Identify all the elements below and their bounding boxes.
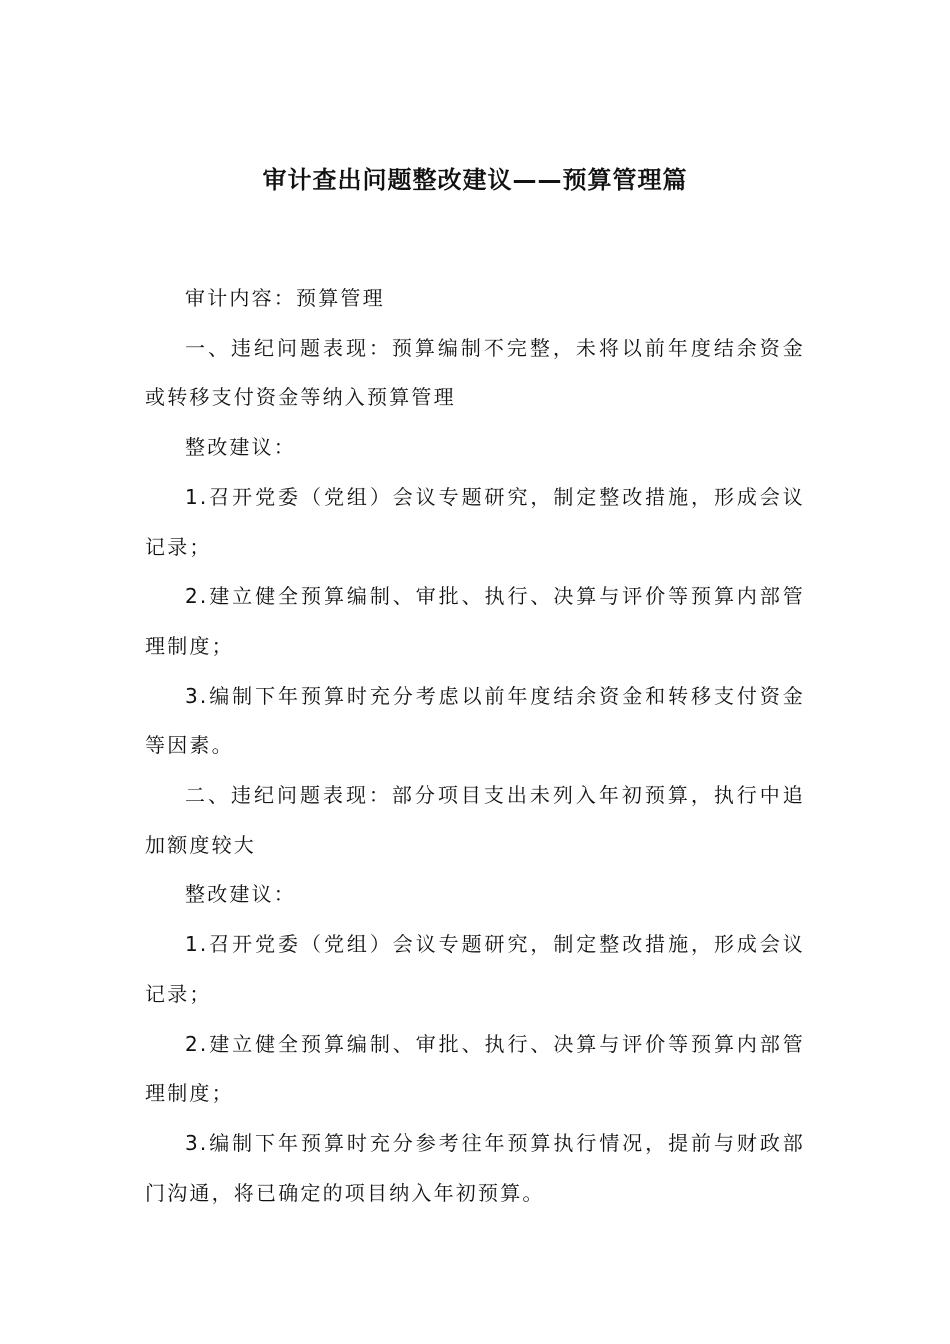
paragraph-suggestion-heading-2: 整改建议： bbox=[185, 882, 296, 907]
paragraph-suggestion-1-3: 3.编制下年预算时充分考虑以前年度结余资金和转移支付资金等因素。 bbox=[145, 683, 805, 758]
paragraph-audit-content: 审计内容：预算管理 bbox=[185, 286, 385, 310]
paragraph-suggestion-2-1: 1.召开党委（党组）会议专题研究，制定整改措施，形成会议记录； bbox=[145, 932, 805, 1006]
document-title: 审计查出问题整改建议——预算管理篇 bbox=[262, 166, 688, 194]
paragraph-suggestion-2-3: 3.编制下年预算时充分参考往年预算执行情况，提前与财政部门沟通，将已确定的项目纳入年初预算。 bbox=[145, 1130, 805, 1205]
paragraph-issue-2: 二、违纪问题表现：部分项目支出未列入年初预算，执行中追加额度较大 bbox=[145, 783, 805, 857]
paragraph-suggestion-1-2: 2.建立健全预算编制、审批、执行、决算与评价等预算内部管理制度； bbox=[145, 584, 805, 658]
paragraph-suggestion-heading-1: 整改建议： bbox=[185, 435, 296, 460]
paragraph-suggestion-1-1: 1.召开党委（党组）会议专题研究，制定整改措施，形成会议记录； bbox=[145, 484, 805, 559]
document-body bbox=[145, 274, 805, 1218]
paragraph-suggestion-2-2: 2.建立健全预算编制、审批、执行、决算与评价等预算内部管理制度； bbox=[145, 1031, 805, 1106]
paragraph-issue-1: 一、违纪问题表现：预算编制不完整，未将以前年度结余资金或转移支付资金等纳入预算管理 bbox=[145, 335, 805, 410]
